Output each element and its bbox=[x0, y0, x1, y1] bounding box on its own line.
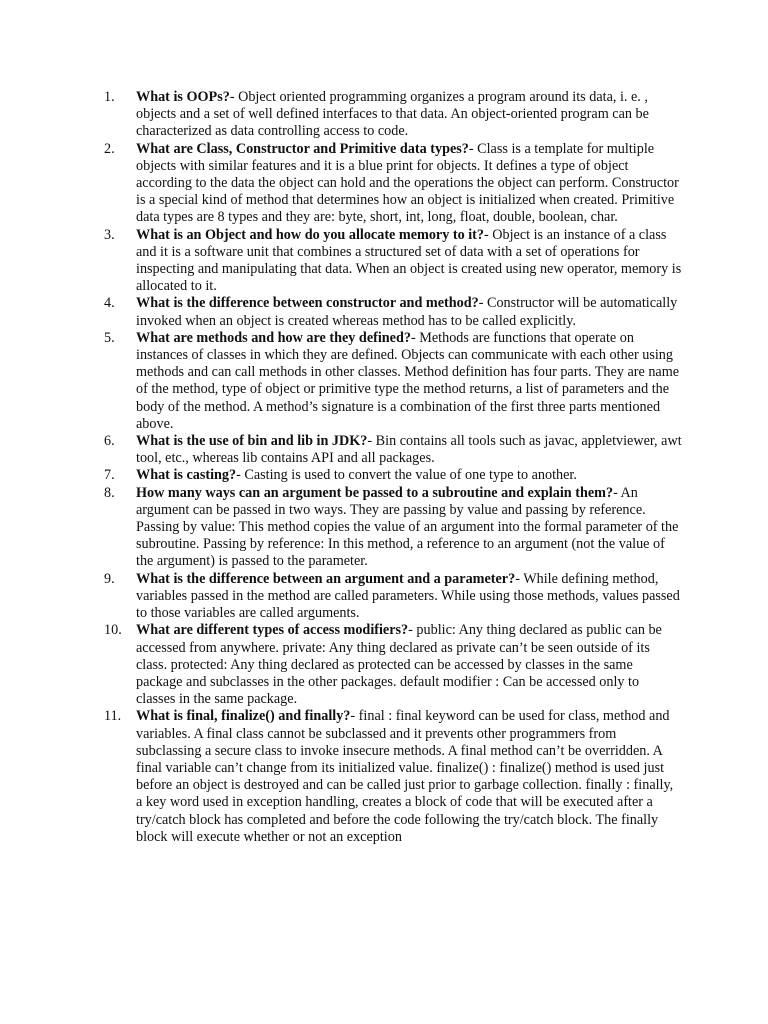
item-answer: - public: Any thing declared as public can be accessed from anywhere. private: Any thing declared as private can’t be seen outside of its class. protected: Any thing declared as protected can be accessed by classes in the same package and subclasses in the other packages. default modifier : Can be accessed only to classes in the same package. bbox=[136, 622, 662, 708]
item-question: What is final, finalize() and finally? bbox=[136, 708, 351, 725]
list-item bbox=[104, 467, 682, 484]
list-item bbox=[104, 622, 682, 708]
item-answer: - Class is a template for multiple objects with similar features and it is a blue print for objects. It defines a type of object according to the data the object can hold and the operations the object can perform. Constructor is a special kind of method that determines how an object is initialized when created. Primitive data types are 8 types and they are: byte, short, int, long, float, double, boolean, char. bbox=[136, 140, 679, 226]
item-answer: - Constructor will be automatically invoked when an object is created whereas method has to be called explicitly. bbox=[136, 295, 678, 329]
list-item bbox=[104, 571, 682, 623]
item-number: 10. bbox=[104, 622, 122, 639]
item-question: What are different types of access modifiers? bbox=[136, 622, 409, 639]
item-number: 6. bbox=[104, 433, 115, 450]
list-item bbox=[104, 141, 682, 227]
list-item bbox=[104, 330, 682, 433]
list-item bbox=[104, 708, 682, 846]
item-question: What is OOPs? bbox=[136, 89, 230, 105]
item-question: What is an Object and how do you allocate memory to it? bbox=[136, 226, 484, 243]
list-item bbox=[104, 485, 682, 571]
item-answer: - Casting is used to convert the value of one type to another. bbox=[236, 467, 577, 484]
list-item bbox=[104, 295, 682, 329]
list-item bbox=[104, 433, 682, 467]
item-answer: - Bin contains all tools such as javac, appletviewer, awt tool, etc., whereas lib contains API and all packages. bbox=[136, 433, 682, 467]
item-number: 4. bbox=[104, 295, 115, 312]
qa-list bbox=[104, 89, 682, 846]
item-number: 5. bbox=[104, 329, 115, 346]
item-number: 9. bbox=[104, 570, 115, 587]
item-number: 7. bbox=[104, 467, 115, 484]
item-question: What is the difference between constructor and method? bbox=[136, 295, 479, 312]
item-question: What are Class, Constructor and Primitive data types? bbox=[136, 140, 469, 157]
item-number: 2. bbox=[104, 140, 115, 157]
item-answer: - Methods are functions that operate on instances of classes in which they are defined. Objects can communicate with each other using methods and can call methods in other classes. Method definition has four parts. They are name of the method, type of object or primitive type the method returns, a list of parameters and the body of the method. A method’s signature is a combination of the first three parts mentioned above. bbox=[136, 329, 680, 432]
item-question: What are methods and how are they defined? bbox=[136, 329, 411, 346]
item-answer: - An argument can be passed in two ways. They are passing by value and passing by reference. Passing by value: This method copies the value of an argument into the formal parameter of the subroutine. Passing by reference: In this method, a reference to an argument (not the value of the argument) is passed to the parameter. bbox=[136, 484, 679, 570]
item-question: What is the use of bin and lib in JDK? bbox=[136, 433, 368, 450]
item-question: What is the difference between an argument and a parameter? bbox=[136, 570, 516, 587]
item-question: What is casting? bbox=[136, 467, 237, 484]
item-number: 11. bbox=[104, 708, 122, 725]
list-item bbox=[104, 227, 682, 296]
item-answer: - final : final keyword can be used for class, method and variables. A final class cannot be subclassed and it prevents other programmers from subclassing a secure class to invoke insecure methods. A final method can’t be overridden. A final variable can’t change from its initialized value. finalize() : finalize() method is used just before an object is destroyed and can be called just prior to garbage collection. finally : finally, a key word used in exception handling, creates a block of code that will be executed after a try/catch block has completed and before the code following the try/catch block. The finally block will execute whether or not an exception bbox=[136, 708, 674, 845]
item-number: 1. bbox=[104, 89, 115, 105]
item-answer: - Object oriented programming organizes a program around its data, i. e. , objects and a set of well defined interfaces to that data. An object-oriented program can be characterized as data controlling access to code. bbox=[136, 89, 649, 140]
item-number: 3. bbox=[104, 226, 115, 243]
list-item bbox=[104, 89, 682, 141]
item-answer: - While defining method, variables passed in the method are called parameters. While using those methods, values passed to those variables are called arguments. bbox=[136, 570, 680, 622]
item-number: 8. bbox=[104, 484, 115, 501]
item-answer: - Object is an instance of a class and it is a software unit that combines a structured set of data with a set of operations for inspecting and manipulating that data. When an object is created using new operator, memory is allocated to it. bbox=[136, 226, 682, 295]
item-question: How many ways can an argument be passed to a subroutine and explain them? bbox=[136, 484, 614, 501]
